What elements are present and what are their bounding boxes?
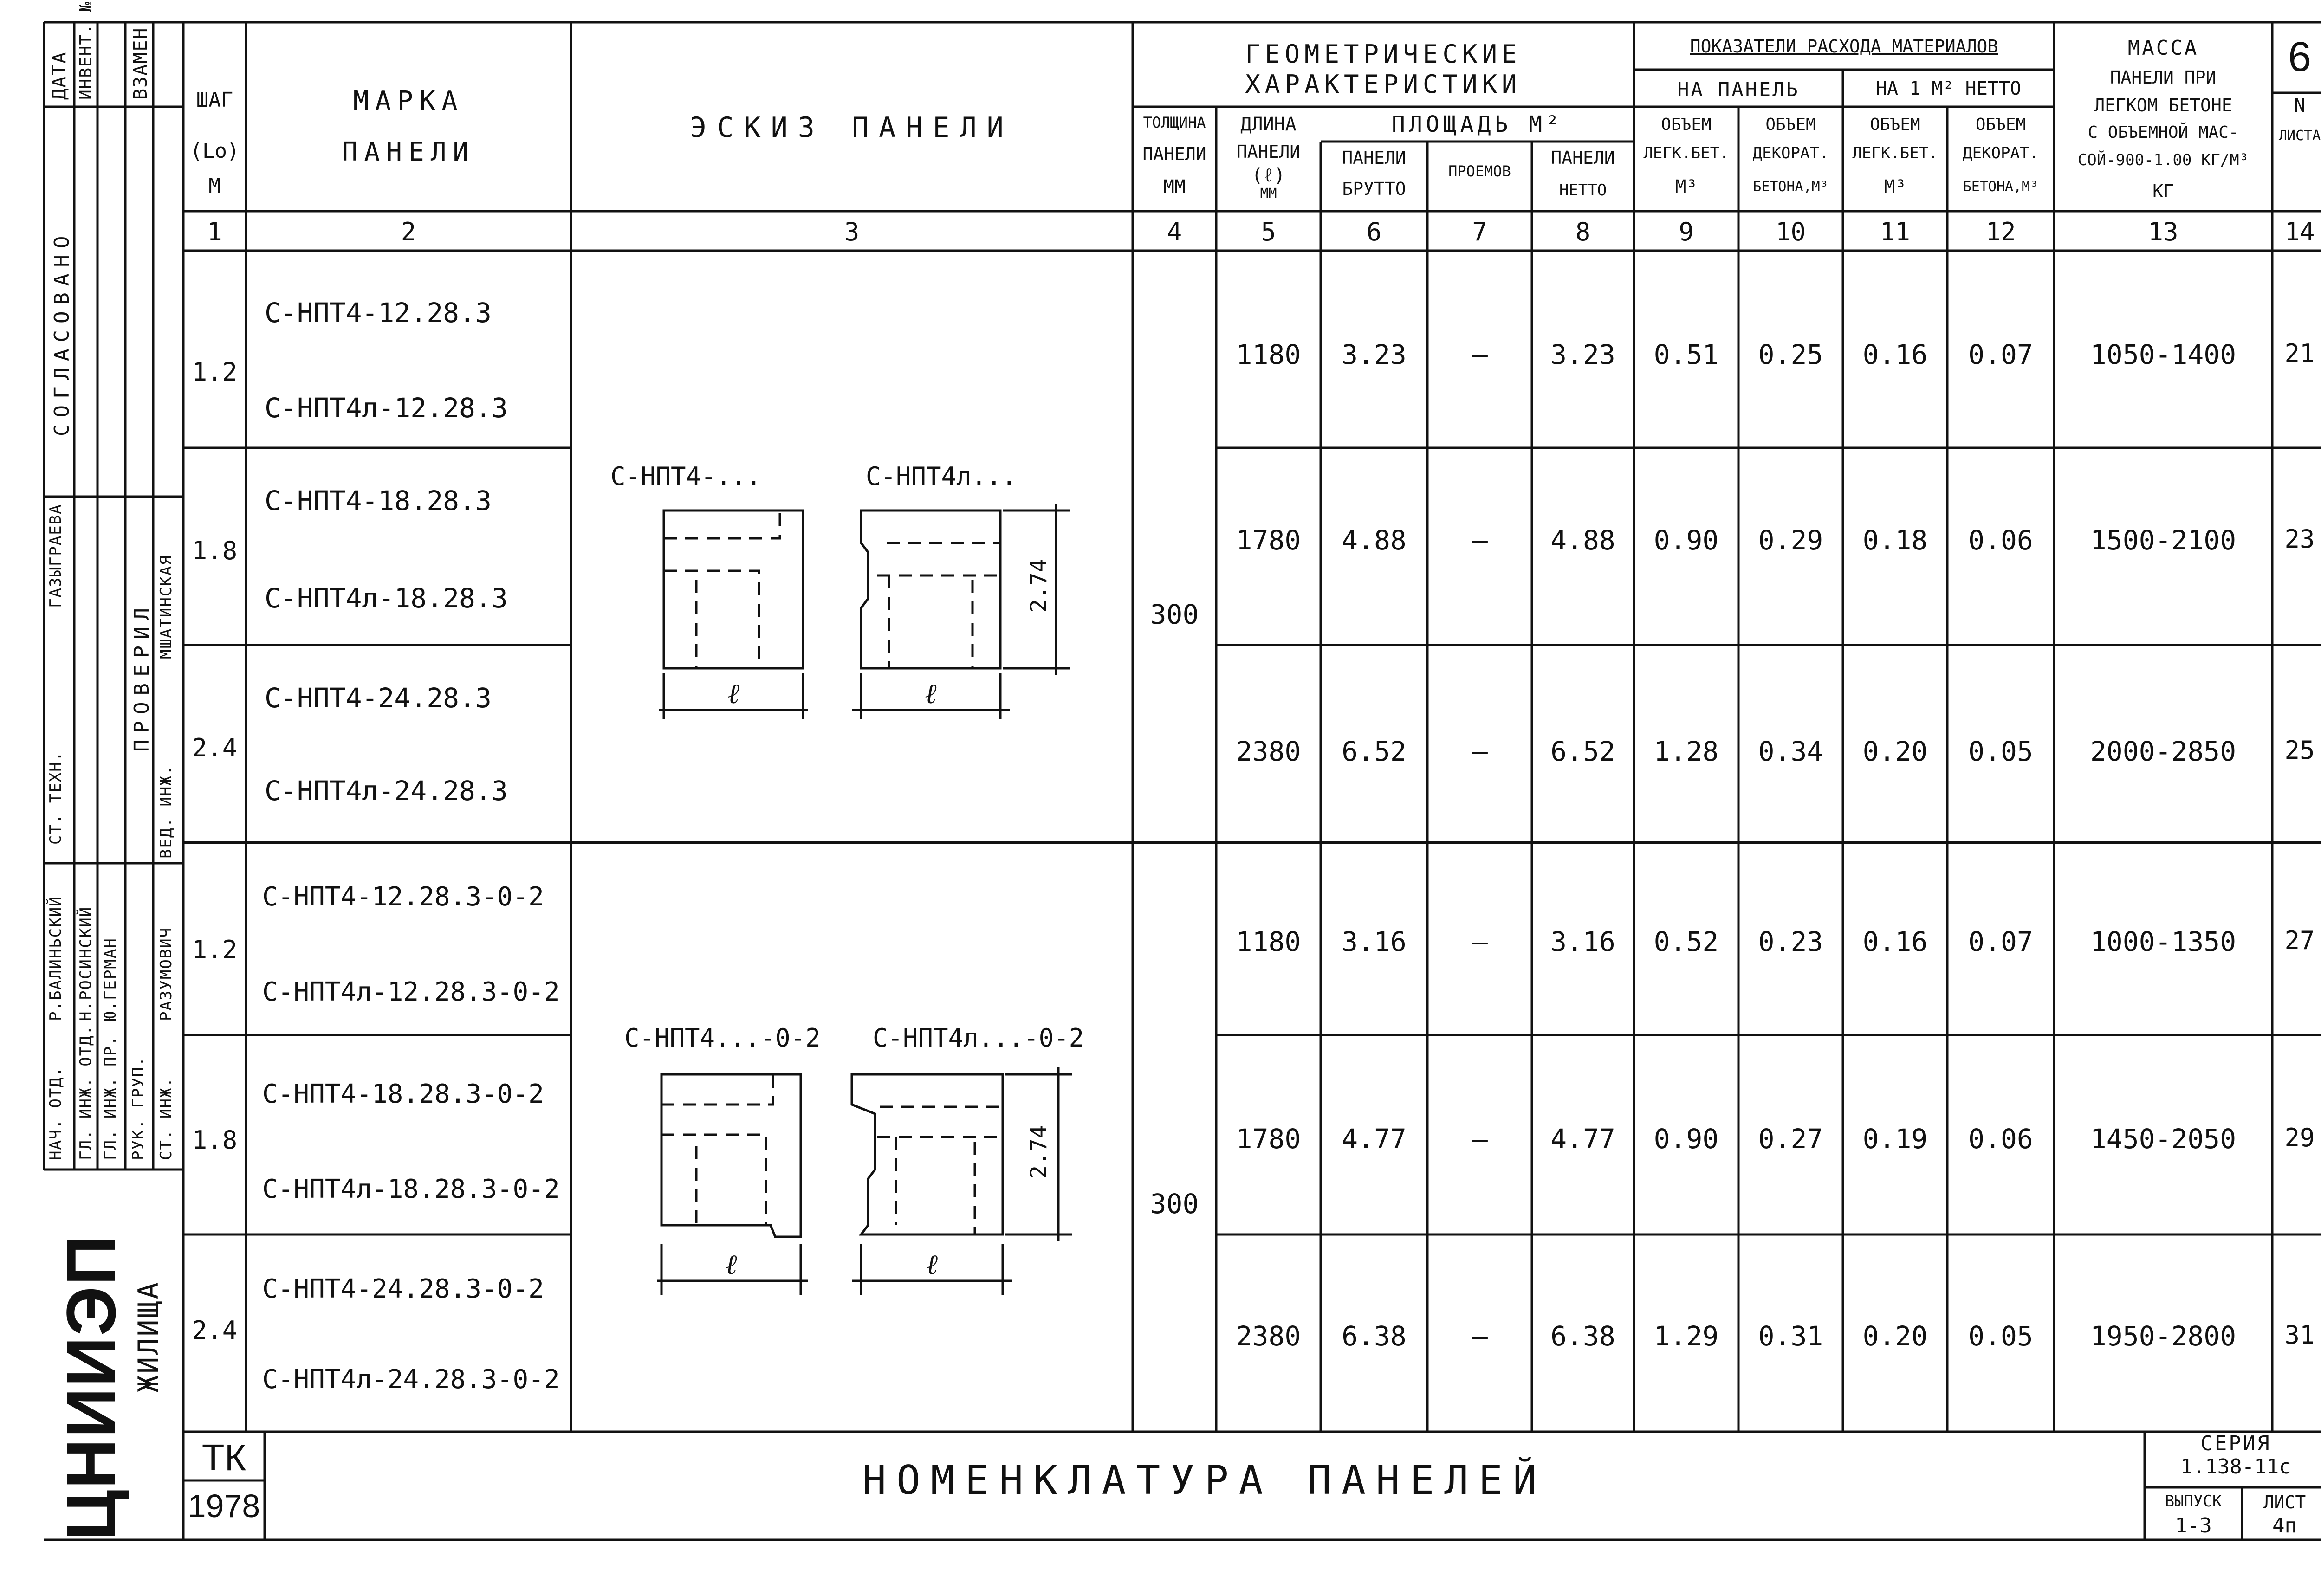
cell-openings: — [1472,1320,1488,1352]
cell-net: 6.38 [1550,1320,1615,1352]
header-m2-light-3: М³ [1884,176,1906,198]
cell-openings: — [1472,524,1488,556]
cell-m2-light: 0.19 [1862,1123,1928,1155]
cell-m2-dec: 0.05 [1968,1320,2033,1352]
header-openings: ПРОЕМОВ [1448,162,1511,180]
header-vol-light-3: М³ [1675,176,1698,198]
header-mass: МАССА [2127,36,2199,60]
cell-gross: 6.38 [1342,1320,1407,1352]
cell-mark-b: С-НПТ4л-24.28.3-0-2 [262,1364,560,1395]
header-vol-light-2: ЛЕГК.БЕТ. [1643,144,1729,162]
sidebar-name: Н.РОСИНСКИЙ [77,906,95,1021]
cell-net: 4.88 [1550,524,1615,556]
cell-thickness: 300 [1150,599,1199,630]
cell-sheet: 25 [2284,736,2315,765]
header-step: ШАГ [196,88,233,112]
col-number: 10 [1775,217,1806,246]
length-dimension: ℓ [727,678,739,710]
col-number: 6 [1366,217,1382,246]
header-per-panel: НА ПАНЕЛЬ [1677,78,1800,101]
header-mass-2: ПАНЕЛИ ПРИ [2110,67,2217,88]
header-vol-dec-3: БЕТОНА,М³ [1753,179,1828,195]
cell-net: 6.52 [1550,736,1615,767]
cell-mark-b: С-НПТ4л-12.28.3 [265,392,508,424]
header-m2-light-2: ЛЕГК.БЕТ. [1852,144,1938,162]
header-step-symbol: (Lo) [190,139,240,163]
cell-vol-dec: 0.25 [1758,339,1823,370]
cell-vol-dec: 0.23 [1758,926,1823,957]
page-title: НОМЕНКЛАТУРА ПАНЕЛЕЙ [862,1457,1547,1504]
sidebar-checked: ПРОВЕРИЛ [130,601,154,752]
cell-gross: 4.88 [1342,524,1407,556]
cell-step: 2.4 [192,1316,238,1345]
cell-vol-light: 0.51 [1653,339,1719,370]
cell-vol-light: 1.28 [1653,736,1719,767]
cell-sheet: 23 [2284,524,2315,554]
cell-vol-light: 0.52 [1653,926,1719,957]
sidebar-inventory: ИНВЕНТ. № [77,0,96,100]
header-step-unit: М [208,174,221,198]
sidebar-name: Ю.ГЕРМАН [101,937,120,1021]
header-mass-3: ЛЕГКОМ БЕТОНЕ [2094,95,2232,116]
header-length: ДЛИНА [1240,114,1297,135]
sidebar-agreed: СОГЛАСОВАНО [50,229,74,436]
col-number: 4 [1167,217,1182,246]
sidebar-role: НАЧ. ОТД. [46,1066,65,1160]
cell-vol-dec: 0.29 [1758,524,1823,556]
col-number: 14 [2284,217,2315,246]
cell-openings: — [1472,736,1488,767]
col-number: 3 [844,217,860,246]
sheet-value: 4п [2272,1514,2297,1538]
cell-vol-light: 0.90 [1653,524,1719,556]
header-gross: ПАНЕЛИ [1342,148,1406,168]
cell-mark-a: С-НПТ4-12.28.3 [265,297,492,329]
cell-mass: 1000-1350 [2090,926,2237,957]
cell-gross: 3.16 [1342,926,1407,957]
header-mass-4: С ОБЪЕМНОЙ МАС- [2088,123,2239,142]
sidebar-name: РАЗУМОВИЧ [157,927,175,1021]
header-area: ПЛОЩАДЬ М² [1392,111,1563,137]
height-dimension: 2.74 [1026,1125,1052,1179]
cell-m2-light: 0.20 [1862,1320,1928,1352]
header-mark: МАРКА [353,86,464,116]
series-label: СЕРИЯ [2200,1432,2271,1455]
cell-openings: — [1472,339,1488,370]
cell-vol-dec: 0.31 [1758,1320,1823,1352]
sidebar-name: Р.БАЛИНЬСКИЙ [46,896,65,1021]
header-vol-dec: ОБЪЕМ [1765,115,1816,134]
cell-sheet: 31 [2284,1320,2315,1350]
cell-openings: — [1472,926,1488,957]
cell-m2-light: 0.20 [1862,736,1928,767]
cell-m2-dec: 0.05 [1968,736,2033,767]
cell-vol-dec: 0.34 [1758,736,1823,767]
header-length-4: ММ [1260,186,1277,202]
cell-mass: 1500-2100 [2090,524,2237,556]
header-thickness: ТОЛЩИНА [1143,114,1206,131]
cell-mass: 2000-2850 [2090,736,2237,767]
cell-step: 1.8 [192,536,238,565]
cell-mark-b: С-НПТ4л-18.28.3 [265,582,508,614]
cell-m2-light: 0.16 [1862,926,1928,957]
cell-vol-light: 0.90 [1653,1123,1719,1155]
col-number: 9 [1679,217,1694,246]
sidebar-role: СТ. ТЕХН. [46,750,65,845]
cell-vol-light: 1.29 [1653,1320,1719,1352]
org-logo: ЦНИИЭП [52,1234,130,1541]
sheet-number-box: 6 [2288,34,2312,80]
cell-step: 1.2 [192,935,238,964]
cell-sheet: 21 [2284,339,2315,368]
header-sketch: ЭСКИЗ ПАНЕЛИ [690,111,1014,144]
sidebar-name: МШАТИНСКАЯ [157,555,175,659]
cell-length: 1180 [1236,926,1301,957]
header-mark-2: ПАНЕЛИ [342,137,475,167]
issue-label: ВЫПУСК [2165,1492,2222,1511]
sidebar-role: РУК. ГРУП. [129,1056,148,1160]
sketch-label-b: С-НПТ4л...-0-2 [873,1023,1084,1053]
cell-mark-a: С-НПТ4-24.28.3 [265,682,492,714]
header-sheet-no-2: ЛИСТА [2278,128,2321,144]
header-net-2: НЕТТО [1559,181,1607,200]
cell-mark-a: С-НПТ4-12.28.3-0-2 [262,882,544,912]
sidebar-name: ГАЗЫГРАЕВА [46,504,65,608]
cell-length: 2380 [1236,736,1301,767]
cell-openings: — [1472,1123,1488,1155]
height-dimension: 2.74 [1026,559,1052,613]
sidebar-date: ДАТА [49,51,70,100]
header-mass-6: КГ [2152,181,2174,201]
cell-step: 2.4 [192,733,238,762]
header-length-3: (ℓ) [1251,165,1285,186]
col-number: 13 [2148,217,2178,246]
header-m2-dec-2: ДЕКОРАТ. [1963,144,2039,162]
cell-step: 1.8 [192,1125,238,1155]
sidebar-role: ГЛ. ИНЖ. ОТД. [77,1024,95,1160]
cell-m2-light: 0.16 [1862,339,1928,370]
cell-m2-dec: 0.07 [1968,339,2033,370]
cell-net: 4.77 [1550,1123,1615,1155]
tk-label: ТК [201,1437,246,1478]
header-mass-5: СОЙ-900-1.00 КГ/М³ [2077,151,2249,169]
header-vol-dec-2: ДЕКОРАТ. [1752,144,1829,162]
cell-m2-light: 0.18 [1862,524,1928,556]
header-geometry: ГЕОМЕТРИЧЕСКИЕ [1245,39,1522,69]
header-m2-dec: ОБЪЕМ [1975,115,2026,134]
cell-mark-b: С-НПТ4л-18.28.3-0-2 [262,1174,560,1204]
col-number: 5 [1261,217,1276,246]
cell-gross: 6.52 [1342,736,1407,767]
cell-sheet: 27 [2284,926,2315,955]
header-per-m2: НА 1 М² НЕТТО [1875,78,2022,99]
header-vol-light: ОБЪЕМ [1661,115,1712,134]
org-suffix: ЖИЛИЩА [132,1280,165,1392]
col-number: 11 [1880,217,1911,246]
cell-length: 1180 [1236,339,1301,370]
length-dimension: ℓ [725,1248,737,1281]
cell-length: 1780 [1236,1123,1301,1155]
issue-value: 1-3 [2175,1514,2212,1538]
header-thickness-3: ММ [1163,176,1186,198]
sidebar-role: ГЛ. ИНЖ. ПР. [101,1035,120,1160]
cell-length: 1780 [1236,524,1301,556]
col-number: 2 [401,217,416,246]
cell-mark-a: С-НПТ4-24.28.3-0-2 [262,1274,544,1304]
header-thickness-2: ПАНЕЛИ [1142,144,1206,164]
col-number: 12 [1985,217,2016,246]
header-net: ПАНЕЛИ [1551,148,1615,168]
col-number: 7 [1472,217,1487,246]
header-consumption: ПОКАЗАТЕЛИ РАСХОДА МАТЕРИАЛОВ [1690,36,1998,57]
header-gross-2: БРУТТО [1342,179,1406,199]
year-label: 1978 [188,1488,260,1524]
cell-net: 3.16 [1550,926,1615,957]
cell-step: 1.2 [192,357,238,387]
cell-gross: 4.77 [1342,1123,1407,1155]
header-m2-dec-3: БЕТОНА,М³ [1963,179,2039,195]
cell-net: 3.23 [1550,339,1615,370]
sketch-label-a: С-НПТ4-... [610,462,762,491]
cell-m2-dec: 0.06 [1968,524,2033,556]
sidebar-role: СТ. ИНЖ. [157,1077,175,1160]
sidebar-replace: ВЗАМЕН [130,27,151,100]
sketch-label-b: С-НПТ4л... [866,462,1017,491]
cell-vol-dec: 0.27 [1758,1123,1823,1155]
cell-length: 2380 [1236,1320,1301,1352]
cell-mark-b: С-НПТ4л-12.28.3-0-2 [262,977,560,1007]
header-sheet-no: N [2294,95,2306,116]
sheet-label: ЛИСТ [2263,1492,2306,1512]
cell-mass: 1050-1400 [2090,339,2237,370]
cell-mark-a: С-НПТ4-18.28.3 [265,485,492,517]
header-length-2: ПАНЕЛИ [1236,142,1301,162]
series-value: 1.138-11с [2180,1455,2291,1479]
header-geometry-2: ХАРАКТЕРИСТИКИ [1245,70,1522,99]
length-dimension: ℓ [925,678,937,710]
cell-m2-dec: 0.07 [1968,926,2033,957]
cell-mass: 1450-2050 [2090,1123,2237,1155]
col-number: 8 [1575,217,1591,246]
cell-mark-b: С-НПТ4л-24.28.3 [265,775,508,807]
cell-sheet: 29 [2284,1123,2315,1152]
sidebar-role: ВЕД. ИНЖ. [157,764,175,859]
cell-thickness: 300 [1150,1188,1199,1220]
cell-mark-a: С-НПТ4-18.28.3-0-2 [262,1079,544,1109]
cell-m2-dec: 0.06 [1968,1123,2033,1155]
cell-mass: 1950-2800 [2090,1320,2237,1352]
header-m2-light: ОБЪЕМ [1870,115,1920,134]
cell-gross: 3.23 [1342,339,1407,370]
length-dimension: ℓ [926,1248,938,1281]
sketch-label-a: С-НПТ4...-0-2 [624,1023,821,1053]
col-number: 1 [207,217,222,246]
